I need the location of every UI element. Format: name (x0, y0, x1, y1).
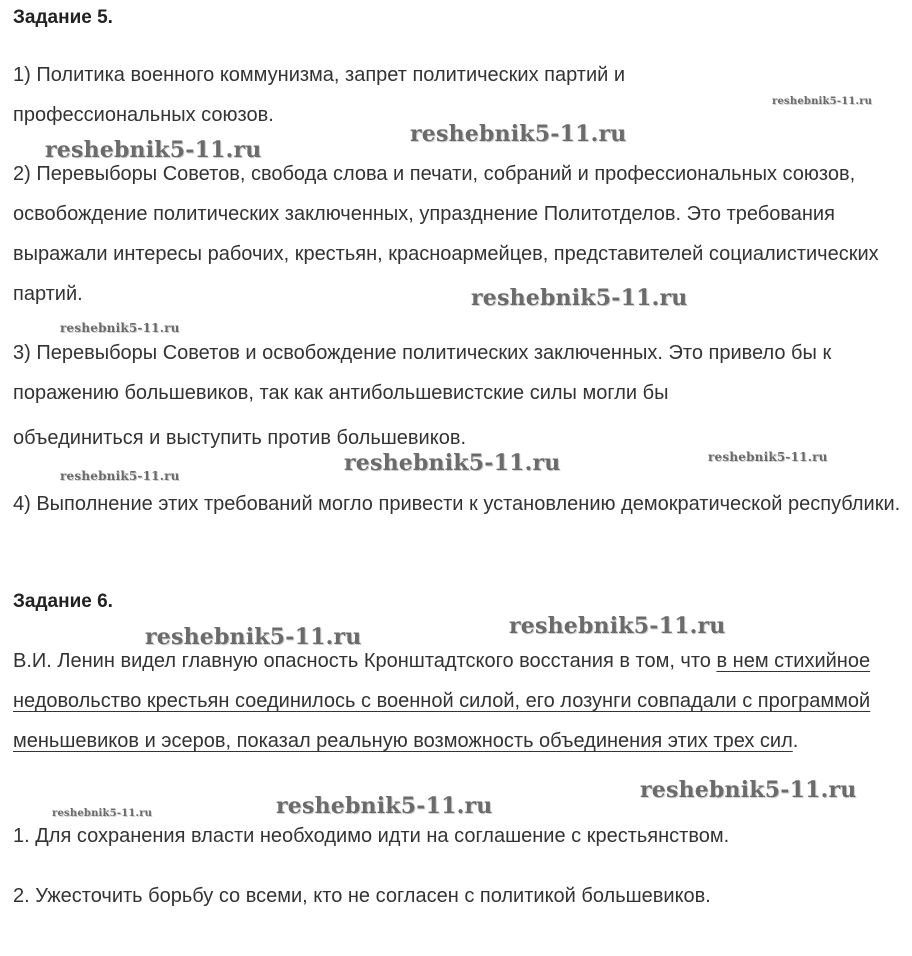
task6-item-2: 2. Ужесточить борьбу со всеми, кто не согласен с политикой большевиков. (13, 885, 711, 907)
task6-intro-underlined: в нем стихийное недовольство крестьян соединилось с военной силой, его лозунги совпадали с программой меньшевиков и эсеров, показал реальную возможность объединения этих трех сил (13, 650, 871, 752)
task5-answer-3-line1: 3) Перевыборы Советов и освобождение политических заключенных. Это привело бы к поражению большевиков, так как антибольшевистские силы могли бы (13, 342, 832, 404)
watermark-logo: reshebnik5-11.ru (708, 450, 828, 464)
watermark-logo: reshebnik5-11.ru (45, 137, 262, 163)
watermark-logo: reshebnik5-11.ru (410, 121, 627, 147)
task5-answer-4: 4) Выполнение этих требований могло привести к установлению демократической республики. (13, 493, 901, 515)
task5-answer-1: 1) Политика военного коммунизма, запрет политических партий и профессиональных союзов. (13, 64, 626, 126)
task6-item-1: 1. Для сохранения власти необходимо идти на соглашение с крестьянством. (13, 825, 730, 847)
task5-heading: Задание 5. (13, 7, 113, 28)
watermark-logo: reshebnik5-11.ru (52, 808, 153, 819)
task6-intro-plain: В.И. Ленин видел главную опасность Кронштадтского восстания в том, что (13, 650, 717, 672)
watermark-logo: reshebnik5-11.ru (60, 469, 180, 483)
watermark-logo: reshebnik5-11.ru (640, 777, 857, 803)
watermark-logo: reshebnik5-11.ru (276, 793, 493, 819)
watermark-logo: reshebnik5-11.ru (509, 613, 726, 639)
watermark-logo: reshebnik5-11.ru (145, 624, 362, 650)
watermark-logo: reshebnik5-11.ru (471, 285, 688, 311)
task5-answer-3-line2: объединиться и выступить против большевиков. (13, 427, 466, 449)
task6-intro (13, 641, 905, 761)
watermark-logo: reshebnik5-11.ru (60, 321, 180, 335)
task6-heading: Задание 6. (13, 591, 113, 612)
task6-intro-end: . (792, 730, 799, 752)
watermark-logo: reshebnik5-11.ru (772, 96, 873, 107)
task5-answer-2: 2) Перевыборы Советов, свобода слова и печати, собраний и профессиональных союзов, освобождение политических заключенных, упразднение Политотделов. Это требования выражали интересы рабочих, крестьян, красноармейцев, представителей социалистических партий. (13, 163, 879, 305)
watermark-logo: reshebnik5-11.ru (344, 450, 561, 476)
